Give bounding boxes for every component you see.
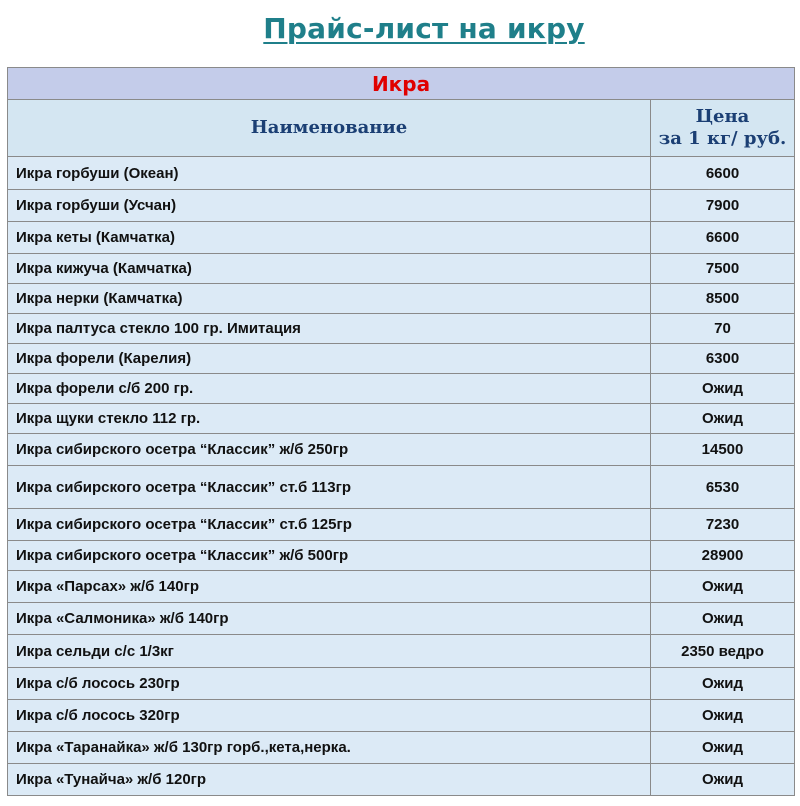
product-price: Ожид: [651, 374, 795, 404]
table-row: [8, 603, 795, 635]
table-row: [8, 190, 795, 222]
product-name: Икра «Таранайка» ж/б 130гр горб.,кета,нерка.: [8, 732, 651, 764]
product-name: Икра с/б лосось 320гр: [8, 700, 651, 732]
product-name: Икра щуки стекло 112 гр.: [8, 404, 651, 434]
product-price: 14500: [651, 434, 795, 466]
column-header-price: [651, 100, 795, 157]
product-price: Ожид: [651, 732, 795, 764]
product-price: 6530: [651, 466, 795, 509]
table-row: [8, 668, 795, 700]
product-name: Икра форели (Карелия): [8, 344, 651, 374]
product-name: Икра форели с/б 200 гр.: [8, 374, 651, 404]
product-name: Икра сибирского осетра “Классик” ст.б 113гр: [8, 466, 651, 509]
table-row: [8, 571, 795, 603]
table-row: [8, 732, 795, 764]
table-row: [8, 374, 795, 404]
product-price: 6300: [651, 344, 795, 374]
table-row: [8, 157, 795, 190]
product-name: Икра сибирского осетра “Классик” ст.б 125гр: [8, 509, 651, 541]
section-header-row: [8, 68, 795, 100]
column-header-name: Наименование: [8, 100, 651, 157]
product-name: Икра нерки (Камчатка): [8, 284, 651, 314]
page-title: Прайс-лист на икру: [263, 12, 585, 45]
table-row: [8, 222, 795, 254]
product-name: Икра кеты (Камчатка): [8, 222, 651, 254]
product-name: Икра «Парсах» ж/б 140гр: [8, 571, 651, 603]
product-name: Икра сибирского осетра “Классик” ж/б 250гр: [8, 434, 651, 466]
price-table-body: [8, 157, 795, 796]
product-price: Ожид: [651, 603, 795, 635]
table-row: [8, 284, 795, 314]
product-price: 28900: [651, 541, 795, 571]
table-row: [8, 314, 795, 344]
product-price: 2350 ведро: [651, 635, 795, 668]
product-price: Ожид: [651, 404, 795, 434]
product-name: Икра горбуши (Усчан): [8, 190, 651, 222]
table-row: [8, 509, 795, 541]
column-header-price-line2: за 1 кг/ руб.: [658, 128, 787, 149]
table-row: [8, 344, 795, 374]
product-price: Ожид: [651, 571, 795, 603]
product-price: Ожид: [651, 700, 795, 732]
product-price: 8500: [651, 284, 795, 314]
table-row: [8, 764, 795, 796]
section-title: Икра: [8, 68, 795, 100]
product-price: 7500: [651, 254, 795, 284]
table-row: [8, 635, 795, 668]
product-price: 70: [651, 314, 795, 344]
product-name: Икра сельди с/с 1/3кг: [8, 635, 651, 668]
column-header-row: [8, 100, 795, 157]
product-price: Ожид: [651, 668, 795, 700]
product-name: Икра кижуча (Камчатка): [8, 254, 651, 284]
product-name: Икра с/б лосось 230гр: [8, 668, 651, 700]
product-price: 6600: [651, 157, 795, 190]
product-price: 6600: [651, 222, 795, 254]
product-price: 7900: [651, 190, 795, 222]
product-name: Икра горбуши (Океан): [8, 157, 651, 190]
product-price: 7230: [651, 509, 795, 541]
table-row: [8, 254, 795, 284]
table-row: [8, 434, 795, 466]
product-name: Икра «Тунайча» ж/б 120гр: [8, 764, 651, 796]
column-header-price-line1: Цена: [695, 106, 750, 127]
table-row: [8, 700, 795, 732]
product-name: Икра «Салмоника» ж/б 140гр: [8, 603, 651, 635]
product-name: Икра палтуса стекло 100 гр. Имитация: [8, 314, 651, 344]
table-row: [8, 466, 795, 509]
table-row: [8, 541, 795, 571]
price-table: [7, 67, 795, 796]
table-row: [8, 404, 795, 434]
product-price: Ожид: [651, 764, 795, 796]
product-name: Икра сибирского осетра “Классик” ж/б 500гр: [8, 541, 651, 571]
